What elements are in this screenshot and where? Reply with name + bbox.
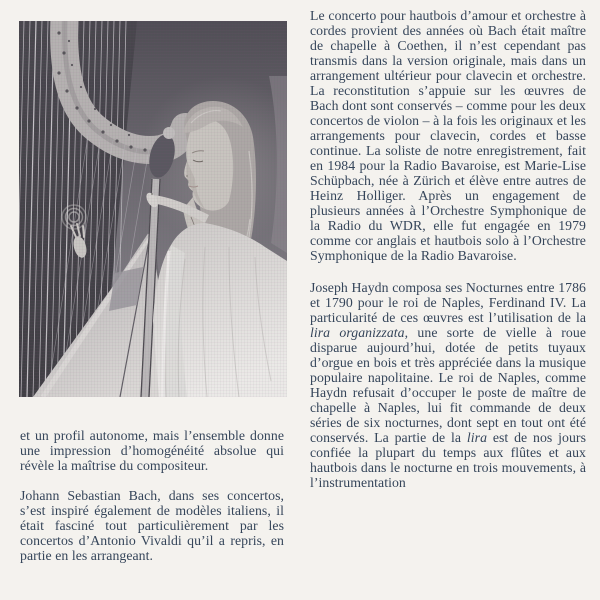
italic-term: lira <box>466 430 488 445</box>
left-text-column <box>20 428 284 563</box>
text-run: Le concerto pour hautbois d’amour et orchestre à cordes provient des années où Bach était maître de chapelle à Coethen, il n’est cependant pas transmis dans la version originale, mais dans un arrangement ultérieur pour clavecin et orchestre. La reconstitution s’appuie sur les œuvres de Bach dont sont conservés – comme pour les deux concertos de violon – à la fois les originaux et les arrangements pour clavecin, cordes et basse continue. La soliste de notre enregistrement, fait en 1984 pour la Radio Bavaroise, est Marie-Lise Schüpbach, née à Zürich et élève entre autres de Heinz Holliger. Après un engagement de plusieurs années à l’Orchestre Symphonique de la Radio du WDR, elle fut engagée en 1979 comme cor anglais et hautbois solo à l’Orchestre Symphonique de la Radio Bavaroise. <box>310 8 586 263</box>
text-run: est de nos jours confiée la plupart du temps aux flûtes et aux hautbois dans le nocturne en trois mouvements, à l’instrumentation <box>310 430 586 490</box>
paragraph <box>20 488 284 563</box>
harpist-gown <box>153 223 287 397</box>
harpist-photo-illustration <box>19 21 287 397</box>
text-run: et un profil autonome, mais l’ensemble donne une impression d’homogénéité absolue qui révèle la maîtrise du compositeur. <box>20 428 284 473</box>
paragraph <box>310 8 586 263</box>
text-run: Joseph Haydn composa ses Nocturnes entre 1786 et 1790 pour le roi de Naples, Ferdinand IV. La particularité de ces œuvres est l’utilisation de la <box>310 280 586 325</box>
harpist-photo <box>19 21 287 397</box>
nostril <box>186 175 188 177</box>
ring <box>151 193 153 195</box>
right-text-column <box>310 8 586 490</box>
italic-term: lira organizzata <box>310 325 405 340</box>
text-run: , une sorte de vielle à roue disparue aujourd’hui, dotée de petits tuyaux d’orgue en bois et très appréciée dans la musique populaire napolitaine. Le roi de Naples, comme Haydn refusait d’occuper le poste de maître de chapelle à Naples, lui fit commande de deux séries de six nocturnes, dont sept en tout ont été conservés. La partie de la <box>310 325 586 445</box>
paragraph <box>310 280 586 490</box>
text-run: Johann Sebastian Bach, dans ses concertos, s’est inspiré également de modèles italiens, il était fasciné tout particulièrement par les concertos d’Antonio Vivaldi qu’il a repris, en partie en les arrangeant. <box>20 488 284 563</box>
harp-knob <box>163 127 175 139</box>
paragraph <box>20 428 284 473</box>
